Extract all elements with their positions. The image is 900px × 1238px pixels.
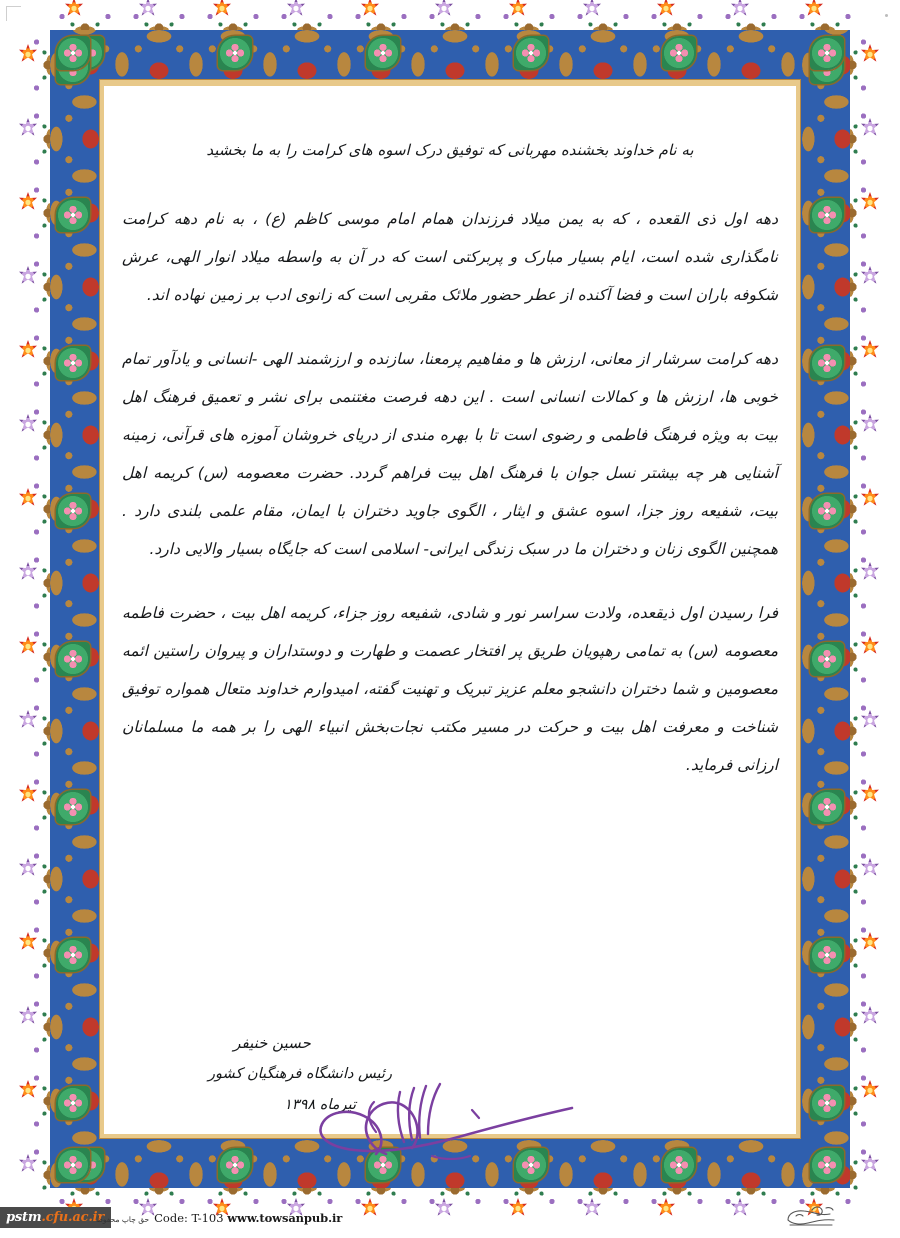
starburst-icon [860,562,880,582]
starburst-icon [18,1154,38,1174]
starburst-icon [656,0,676,18]
starburst-icon [860,118,880,138]
starburst-icon [18,414,38,434]
signature-block [150,1028,450,1120]
starburst-icon [18,340,38,360]
starburst-icon [18,192,38,212]
starburst-icon [860,488,880,508]
starburst-icon [18,488,38,508]
starburst-icon [860,340,880,360]
floral-medallion-icon [56,198,90,232]
floral-medallion-icon [810,198,844,232]
starburst-icon [730,0,750,18]
scan-corner-artifact [6,6,21,21]
starburst-icon [18,636,38,656]
starburst-icon [212,0,232,18]
letter-paragraph: دهه کرامت سرشار از معانی، ارزش ها و مفاهیم پرمعنا، سازنده و ارزشمند الهی -انسانی و یادآور تمام خوبی ها، ارزش ها و کمالات انسانی است . این دهه فرصت مغتنمی برای نشر و تعمیق فرهنگ اهل بیت به ویژه فرهنگ فاطمی و رضوی است تا با بهره مندی از دریای خروشان آموزه های قرآنی، زمینه آشنایی هر چه بیشتر نسل جوان با فرهنگ اهل بیت فراهم گردد. حضرت معصومه (س) کریمه اهل بیت، شفیعه روز جزا، اسوه عشق و ایثار ، الگوی جاوید دختران با ایمان، مقام علمی بلندی دارد . همچنین الگوی زنان و دختران ما در سبک زندگی ایرانی- اسلامی است که جایگاه بسیار والایی دارد. [122,349,778,558]
letter-paragraph: دهه اول ذی القعده ، که به یمن میلاد فرزندان همام امام موسی کاظم (ع) ، به نام دهه کرامت نامگذاری شده است، ایام بسیار مبارک و پربرکتی است که در آن به واسطه میلاد انوار الهی، عرش شکوفه باران است و فضا آکنده از عطر حضور ملائک مقربی است که زانوی ادب بر زمین نهاده اند. [122,210,778,304]
footer-imprint [96,1211,342,1225]
floral-medallion-icon [810,642,844,676]
starburst-icon [804,0,824,18]
floral-medallion-icon [56,494,90,528]
starburst-icon [18,710,38,730]
floral-medallion-icon [514,36,548,70]
arabesque-pattern-icon [48,1138,852,1190]
letter-body [104,86,796,1134]
floral-medallion-icon [810,494,844,528]
floral-medallion-icon [56,346,90,380]
starburst-icon [582,0,602,18]
starburst-icon [18,44,38,64]
site-watermark [0,1207,111,1228]
floral-medallion-icon [56,1148,90,1182]
starburst-icon [18,562,38,582]
floral-medallion-icon [56,938,90,972]
product-code: Code: T-103 [154,1211,224,1225]
starburst-row-left [18,28,40,1190]
floral-medallion-icon [56,642,90,676]
page-footer [0,1202,900,1238]
starburst-icon [860,636,880,656]
starburst-icon [860,266,880,286]
publisher-url: www.towsanpub.ir [227,1211,343,1225]
floral-medallion-icon [810,1148,844,1182]
floral-medallion-icon [662,36,696,70]
floral-medallion-icon [810,36,844,70]
starburst-icon [860,414,880,434]
starburst-icon [860,44,880,64]
floral-medallion-icon [810,790,844,824]
starburst-icon [860,1154,880,1174]
watermark-name: pstm [6,1210,42,1225]
starburst-icon [434,0,454,18]
starburst-icon [18,784,38,804]
starburst-icon [860,858,880,878]
floral-medallion-icon [56,790,90,824]
starburst-row-right [860,28,882,1190]
starburst-icon [860,1006,880,1026]
starburst-icon [18,858,38,878]
floral-medallion-icon [56,1086,90,1120]
starburst-icon [860,710,880,730]
copyright-notice-fa: حق چاپ محفوظ [96,1215,150,1224]
floral-medallion-icon [810,346,844,380]
watermark-domain: .cfu.ac.ir [41,1210,105,1225]
starburst-icon [18,1006,38,1026]
letter-paragraph: فرا رسیدن اول ذیقعده، ولادت سراسر نور و شادی، شفیعه روز جزاء، کریمه اهل بیت ، حضرت فاطمه معصومه (س) به تمامی رهپویان طریق پر افتخار عصمت و طهارت و دوستداران و پیروان راستین ائمه معصومین و شما دختران دانشجو معلم عزیز تبریک و تهنیت گفته، امیدوارم خداوند متعال همواره توفیق شناخت و معرفت اهل بیت و حرکت در مسیر مکتب نجات‌بخش انبیاء الهی را بر همه ما مسلمانان ارزانی فرماید. [122,603,778,774]
starburst-row-top [48,0,852,20]
border-strip-top [48,28,852,80]
starburst-icon [18,266,38,286]
signature-date: تیرماه ۱۳۹۸ [284,1096,356,1113]
starburst-icon [860,784,880,804]
signatory-name: حسین خنیفر [233,1033,311,1052]
floral-medallion-icon [366,1148,400,1182]
border-strip-bottom [48,1138,852,1190]
starburst-icon [286,0,306,18]
floral-medallion-icon [810,1086,844,1120]
scan-dot-artifact [885,14,888,17]
starburst-icon [138,0,158,18]
starburst-icon [360,0,380,18]
starburst-icon [508,0,528,18]
starburst-icon [860,1080,880,1100]
floral-medallion-icon [218,1148,252,1182]
floral-medallion-icon [366,36,400,70]
floral-medallion-icon [56,36,90,70]
starburst-icon [18,118,38,138]
floral-medallion-icon [218,36,252,70]
arabesque-pattern-icon [48,28,852,80]
publisher-logo-icon [782,1204,842,1230]
floral-medallion-icon [514,1148,548,1182]
starburst-icon [64,0,84,18]
signatory-role: رئیس دانشگاه فرهنگیان کشور [208,1066,392,1083]
floral-medallion-icon [662,1148,696,1182]
starburst-icon [860,192,880,212]
bismillah-line: به نام خداوند بخشنده مهربانی که توفیق درک اسوه های کرامت را به ما بخشید [206,141,694,159]
starburst-icon [18,932,38,952]
floral-medallion-icon [810,938,844,972]
starburst-icon [18,1080,38,1100]
starburst-icon [860,932,880,952]
